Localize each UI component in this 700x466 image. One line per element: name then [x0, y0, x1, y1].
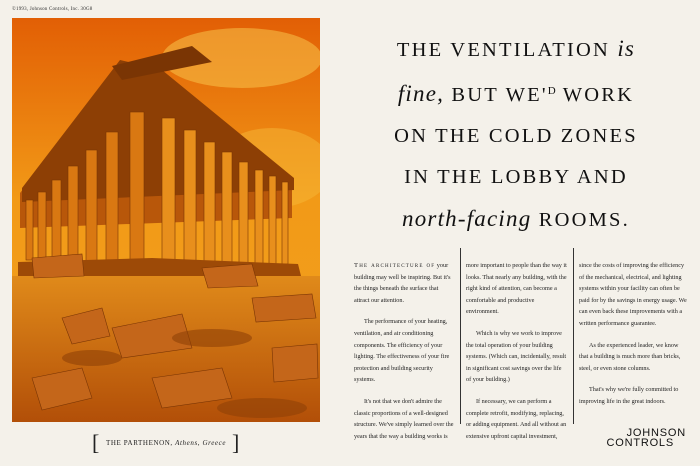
body-column-1: [354, 260, 454, 452]
parthenon-illustration: [12, 18, 320, 422]
headline-text: THE VENTILATION: [396, 39, 611, 61]
paragraph: The performance of your heating, ventilation, and air conditioning components. The efficiency of your lighting. The effectiveness of your fire protection and building security systems.: [354, 318, 450, 384]
parthenon-photo: [12, 18, 320, 422]
paragraph-text: your building may well be inspiring. But it's the things beneath the surface that attract our attention.: [354, 262, 451, 304]
paragraph: more important to people than the way it looks. That nearly any building, with the right kind of attention, can become a comfortable and productive environment.: [466, 262, 567, 316]
logo-line-2: CONTROLS: [606, 437, 674, 449]
lead-in: The architecture of: [354, 262, 436, 269]
headline-text: BUT WE': [451, 84, 548, 106]
caption-place: THE PARTHENON,: [105, 439, 173, 447]
caption-text: [106, 439, 226, 447]
headline-line-4: IN THE LOBBY AND: [404, 166, 628, 188]
headline-text: ROOMS.: [538, 209, 630, 231]
paragraph: It's not that we don't admire the classic proportions of a well-designed structure. We've simply learned over the years that the way a building works is: [354, 397, 454, 440]
johnson-controls-logo: [600, 420, 692, 456]
column-rule: [573, 248, 574, 424]
headline-line-2: [340, 71, 692, 116]
headline-line-5: [340, 198, 692, 241]
headline-italic: north-facing: [402, 206, 532, 231]
paragraph: [354, 260, 454, 306]
right-bracket: ]: [232, 430, 240, 455]
paragraph: Which is why we work to improve the total operation of your building systems. (Which can, incidentally, result in significant cost savings over the life of your building.): [466, 329, 567, 384]
logo-line-1: JOHNSON: [626, 427, 686, 439]
copyright-notice: ©1993, Johnson Controls, Inc. 30G8: [12, 7, 93, 12]
headline-italic: fine,: [397, 81, 445, 106]
column-rule: [460, 248, 461, 424]
paragraph: If necessary, we can perform a complete retrofit, modifying, replacing, or adding equipment. And all without an extensive upfront capital investment,: [466, 397, 567, 440]
headline-italic: is: [617, 36, 636, 61]
paragraph: since the costs of improving the efficiency of the mechanical, electrical, and lighting systems within your facility can often be paid for by the savings in energy usage. We can even back these improvements with a written performance guarantee.: [579, 262, 687, 327]
headline: [340, 28, 692, 241]
caption-location: Athens, Greece: [175, 439, 227, 447]
headline-superscript: D: [547, 85, 556, 97]
headline-line-3: ON THE COLD ZONES: [394, 125, 638, 147]
paragraph: That's why we're fully committed to improving life in the great indoors.: [579, 386, 679, 405]
headline-line-1: [340, 28, 692, 71]
body-column-3: [579, 260, 687, 418]
photo-caption: [78, 432, 254, 454]
headline-text: WORK: [562, 84, 635, 106]
paragraph: As the experienced leader, we know that a building is much more than bricks, steel, or even stone columns.: [579, 341, 681, 372]
body-column-2: [466, 260, 568, 452]
left-bracket: [: [92, 430, 100, 455]
